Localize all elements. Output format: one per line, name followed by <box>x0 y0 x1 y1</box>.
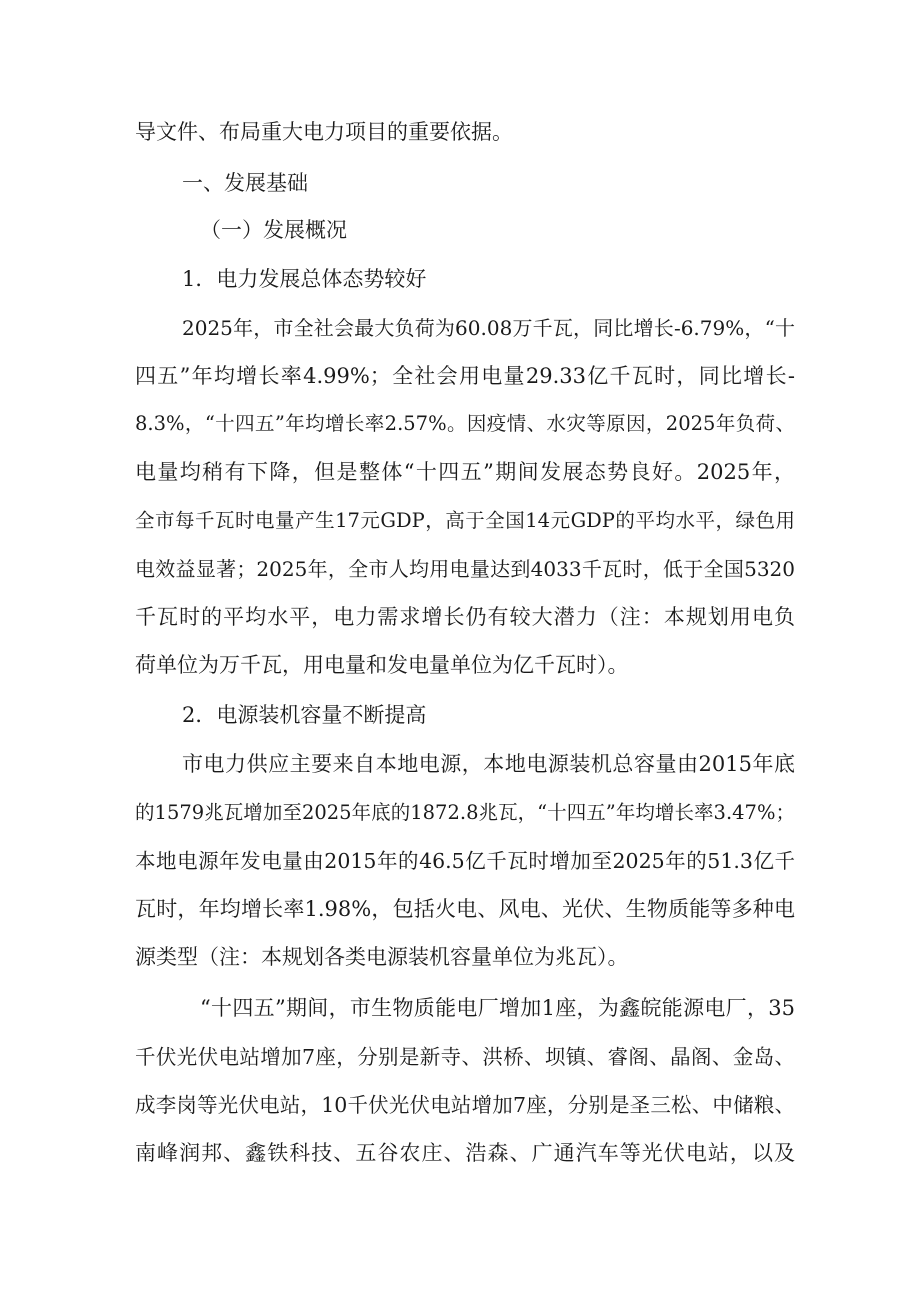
paragraph-line: “十四五”期间，市生物质能电厂增加1座，为鑫皖能源电厂，35 <box>200 996 795 1020</box>
paragraph-line: 瓦时，年均增长率1.98%，包括火电、风电、光伏、生物质能等多种电 <box>135 897 795 921</box>
paragraph-line: 南峰润邦、鑫铁科技、五谷农庄、浩森、广通汽车等光伏电站，以及 <box>135 1141 795 1165</box>
section-heading: 一、发展基础 <box>182 171 308 195</box>
paragraph-line: 的1579兆瓦增加至2025年底的1872.8兆瓦，“十四五”年均增长率3.47%； <box>135 801 795 824</box>
paragraph-line: 电量均稍有下降，但是整体“十四五”期间发展态势良好。2025年， <box>135 460 795 484</box>
paragraph-line: 千伏光伏电站增加7座，分别是新寺、洪桥、坝镇、睿阁、晶阁、金岛、 <box>135 1045 795 1069</box>
paragraph-line: 全市每千瓦时电量产生17元GDP，高于全国14元GDP的平均水平，绿色用 <box>135 509 795 532</box>
paragraph-line: 市电力供应主要来自本地电源，本地电源装机总容量由2015年底 <box>182 752 795 776</box>
item-heading: 2．电源装机容量不断提高 <box>182 703 427 727</box>
paragraph-line: 电效益显著；2025年，全市人均用电量达到4033千瓦时，低于全国5320 <box>135 557 795 581</box>
paragraph-line: 本地电源年发电量由2015年的46.5亿千瓦时增加至2025年的51.3亿千 <box>135 849 795 873</box>
paragraph-line: 荷单位为万千瓦，用电量和发电量单位为亿千瓦时）。 <box>135 653 629 677</box>
paragraph-line: 导文件、布局重大电力项目的重要依据。 <box>135 120 513 144</box>
subsection-heading: （一）发展概况 <box>200 218 347 242</box>
paragraph-line: 2025年，市全社会最大负荷为60.08万千瓦，同比增长-6.79%，“十 <box>182 316 795 340</box>
item-heading: 1．电力发展总体态势较好 <box>182 267 427 291</box>
paragraph-line: 四五”年均增长率4.99%；全社会用电量29.33亿千瓦时，同比增长- <box>135 364 795 388</box>
paragraph-line: 千瓦时的平均水平，电力需求增长仍有较大潜力（注：本规划用电负 <box>135 605 795 629</box>
paragraph-line: 8.3%，“十四五”年均增长率2.57%。因疫情、水灾等原因，2025年负荷、 <box>135 412 795 435</box>
paragraph-line: 源类型（注：本规划各类电源装机容量单位为兆瓦）。 <box>135 945 629 969</box>
paragraph-line: 成李岗等光伏电站，10千伏光伏电站增加7座，分别是圣三松、中储粮、 <box>135 1093 795 1117</box>
